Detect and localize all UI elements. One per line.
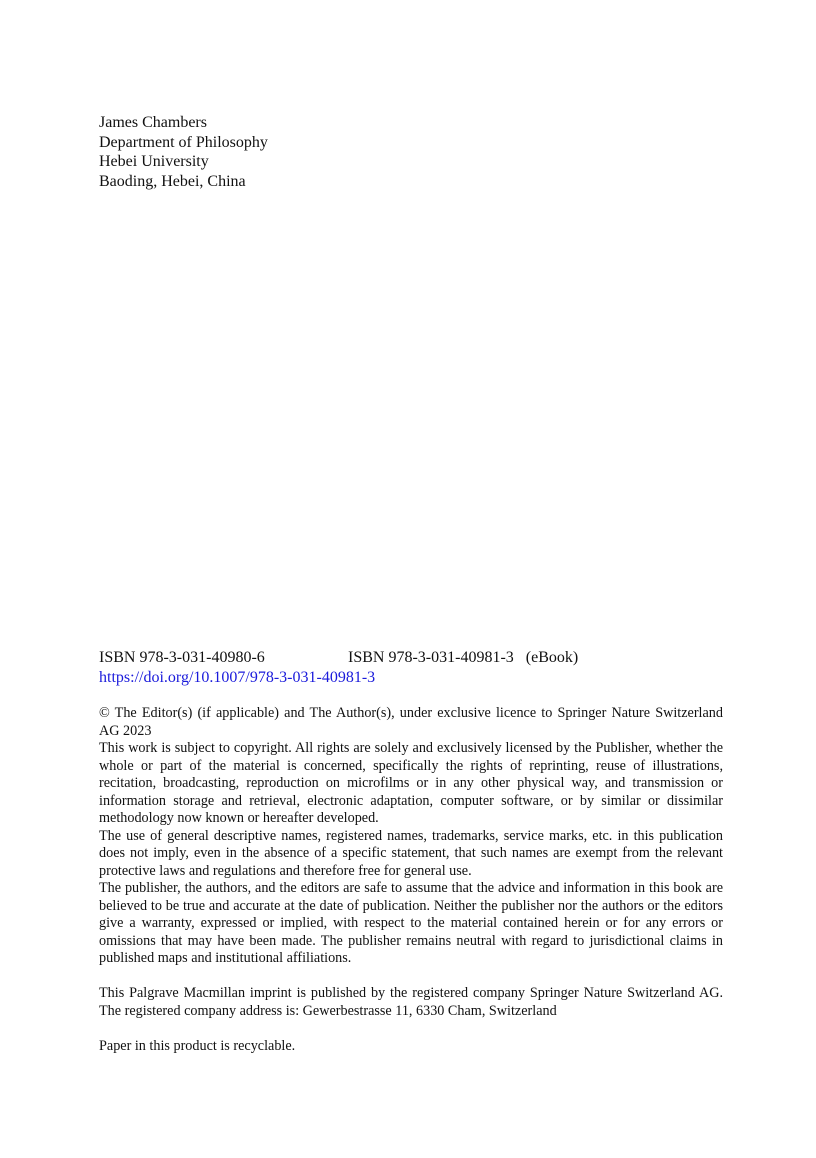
author-name: James Chambers bbox=[99, 114, 207, 131]
isbn-block bbox=[99, 648, 724, 687]
author-address-block bbox=[99, 113, 268, 191]
doi-link[interactable]: https://doi.org/10.1007/978-3-031-40981-3 bbox=[99, 668, 376, 686]
company-address: The registered company address is: Gewerbestrasse 11, 6330 Cham, Switzerland bbox=[99, 1002, 557, 1019]
rights-statement: This work is subject to copyright. All rights are solely and exclusively licensed by the Publisher, whether the whole or part of the material is concerned, specifically the rights of reprinting, reuse of illustrations, recitation, broadcasting, reproduction on microfilms or in any other physical way, and transmission or information storage and retrieval, electronic adaptation, computer software, or by similar or dissimilar methodology now known or hereafter developed. bbox=[99, 740, 723, 826]
author-university: Hebei University bbox=[99, 153, 209, 170]
isbn-print: ISBN 978-3-031-40980-6 bbox=[99, 649, 265, 666]
trademark-statement: The use of general descriptive names, registered names, trademarks, service marks, etc. in this publication does not imply, even in the absence of a specific statement, that such names are exempt from the relevant protective laws and regulations and therefore free for general use. bbox=[99, 827, 723, 879]
isbn-ebook: ISBN 978-3-031-40981-3 bbox=[348, 649, 514, 666]
imprint-statement: This Palgrave Macmillan imprint is published by the registered company Springer Nature Switzerland AG. bbox=[99, 985, 723, 1001]
isbn-row bbox=[99, 648, 724, 668]
disclaimer-statement: The publisher, the authors, and the editors are safe to assume that the advice and information in this book are believed to be true and accurate at the date of publication. Neither the publisher nor the authors or the editors give a warranty, expressed or implied, with respect to the material contained herein or for any errors or omissions that may have been made. The publisher remains neutral with regard to jurisdictional claims in published maps and institutional affiliations. bbox=[99, 880, 723, 966]
author-location: Baoding, Hebei, China bbox=[99, 172, 246, 190]
author-department: Department of Philosophy bbox=[99, 133, 268, 151]
isbn-ebook-label: (eBook) bbox=[525, 649, 579, 666]
copyright-notice: © The Editor(s) (if applicable) and The Author(s), under exclusive licence to Springer Nature Switzerland AG 2023 bbox=[99, 705, 723, 739]
recycle-notice: Paper in this product is recyclable. bbox=[99, 1037, 296, 1054]
copyright-legal-block bbox=[99, 705, 723, 1055]
